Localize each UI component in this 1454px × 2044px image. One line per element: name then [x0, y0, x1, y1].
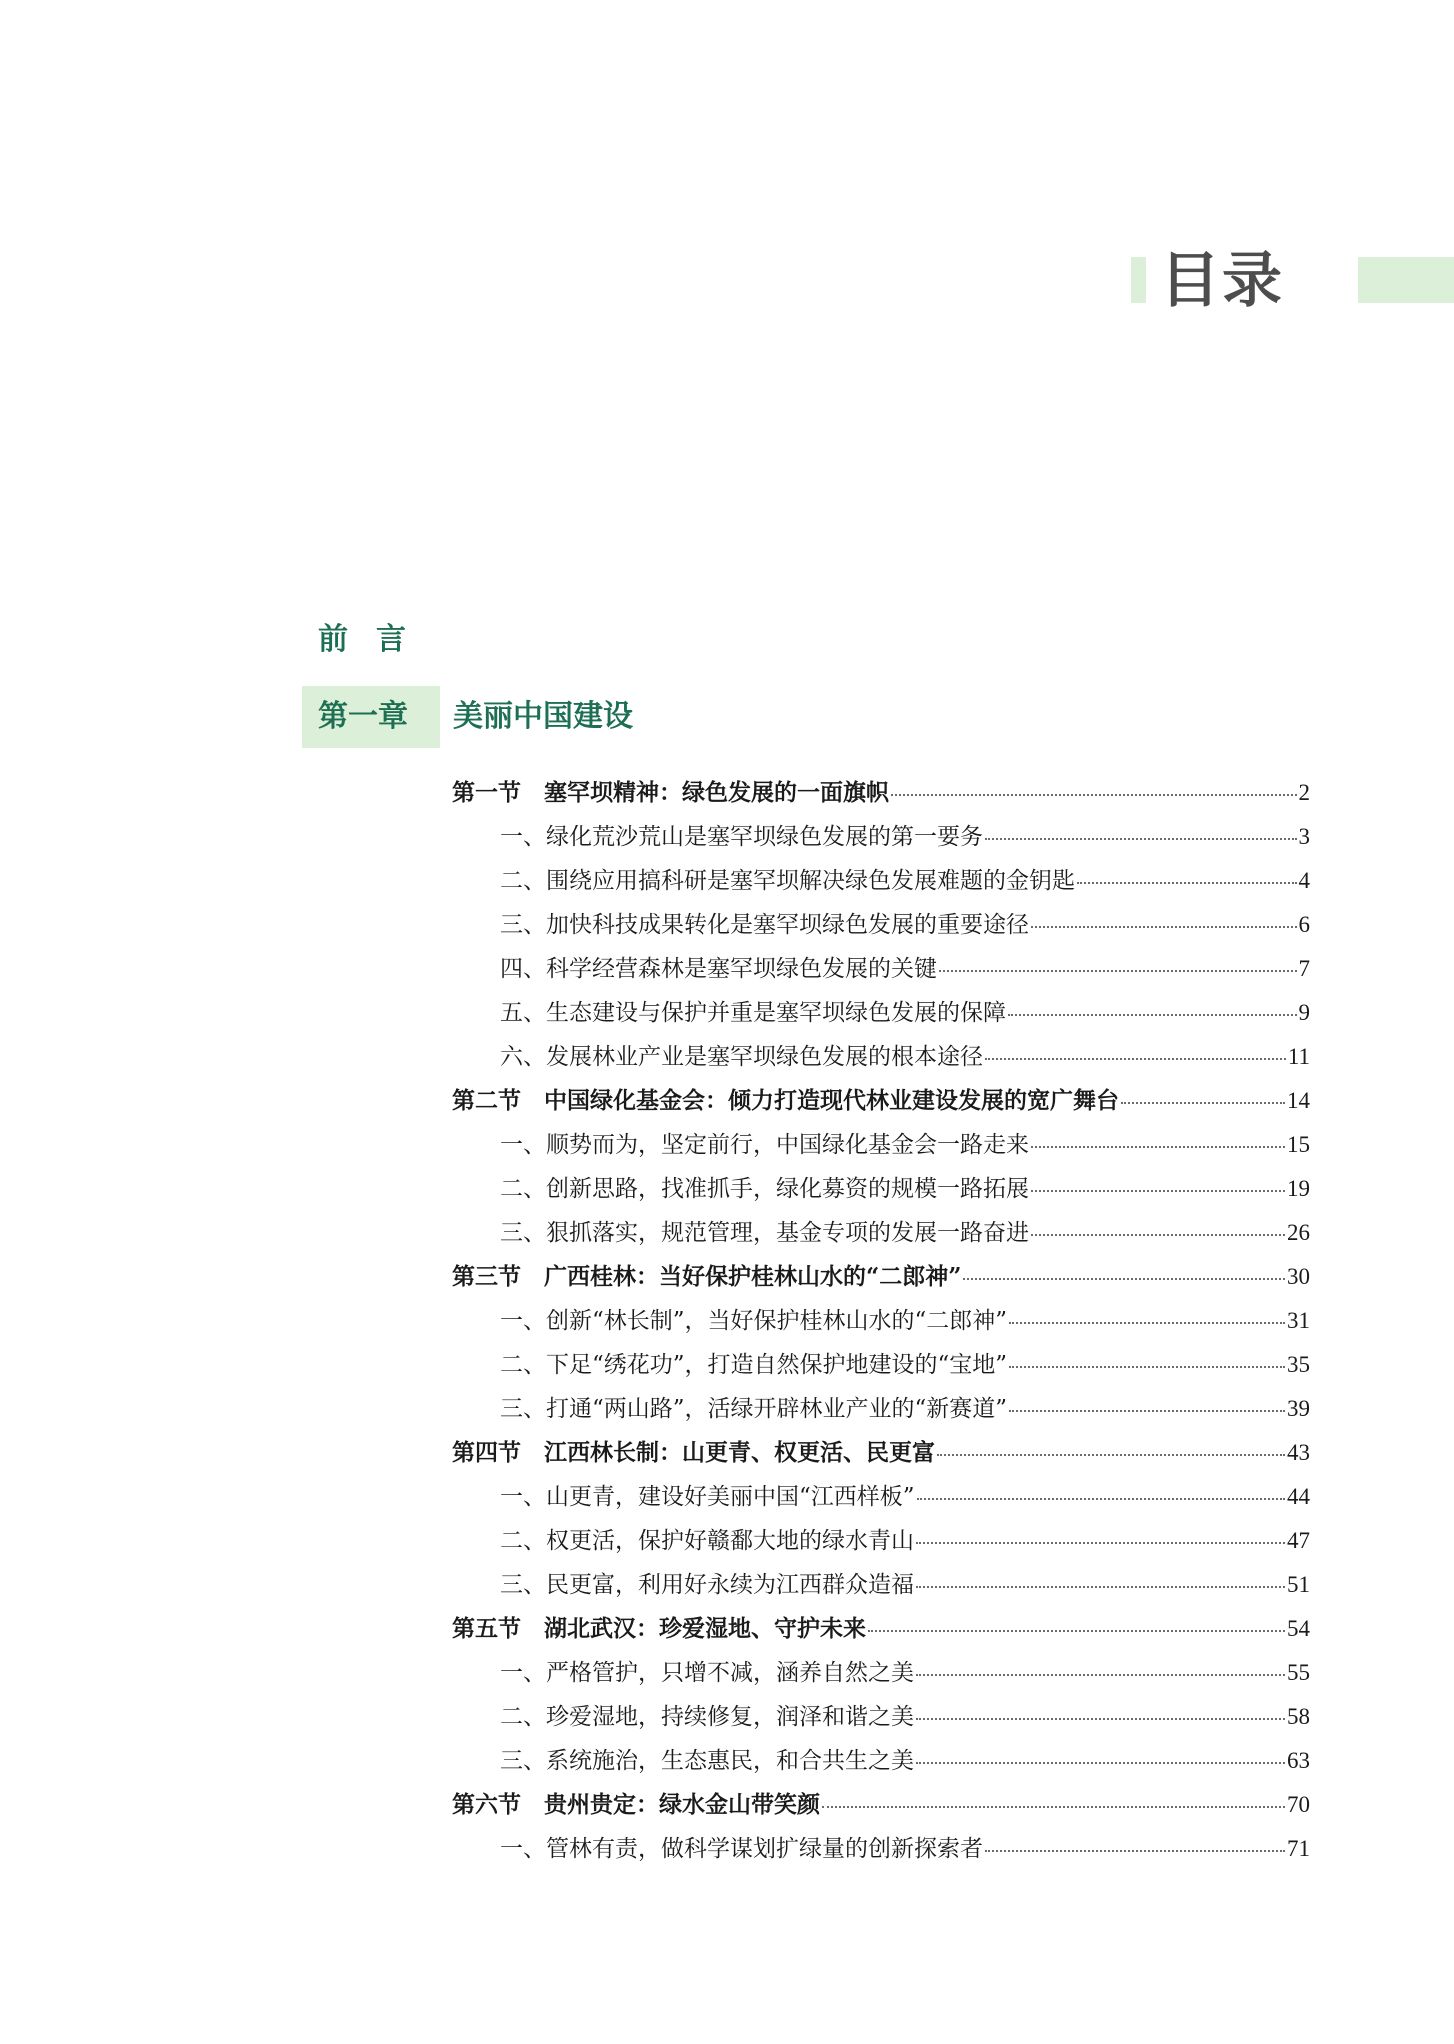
toc-entry-label: 一、顺势而为，坚定前行，中国绿化基金会一路走来 [500, 1132, 1029, 1158]
toc-entry-label: 二、创新思路，找准抓手，绿化募资的规模一路拓展 [500, 1176, 1029, 1202]
toc-page-number: 51 [1287, 1572, 1310, 1597]
toc-item-entry[interactable] [452, 1343, 1310, 1387]
toc-entry-label: 一、管林有责，做科学谋划扩绿量的创新探索者 [500, 1836, 983, 1862]
toc-page-number: 7 [1298, 956, 1310, 981]
toc-page-number: 11 [1287, 1044, 1310, 1069]
dotted-leader [891, 793, 1297, 796]
table-of-contents [452, 771, 1310, 1871]
toc-entry-label: 第四节 江西林长制：山更青、权更活、民更富 [452, 1439, 935, 1466]
toc-section-entry[interactable] [452, 1255, 1310, 1299]
toc-entry-label: 四、科学经营森林是塞罕坝绿色发展的关键 [500, 956, 937, 982]
dotted-leader [1009, 1321, 1285, 1324]
page-title: 目录 [1160, 246, 1284, 316]
toc-page-number: 54 [1287, 1616, 1310, 1641]
toc-page-number: 26 [1287, 1220, 1310, 1245]
toc-entry-label: 第二节 中国绿化基金会：倾力打造现代林业建设发展的宽广舞台 [452, 1087, 1119, 1114]
toc-entry-label: 二、珍爱湿地，持续修复，润泽和谐之美 [500, 1704, 914, 1730]
toc-entry-label: 二、权更活，保护好赣鄱大地的绿水青山 [500, 1528, 914, 1554]
dotted-leader [1009, 1365, 1285, 1368]
dotted-leader [1031, 1233, 1285, 1236]
toc-entry-label: 三、民更富，利用好永续为江西群众造福 [500, 1572, 914, 1598]
dotted-leader [1031, 925, 1297, 928]
dotted-leader [916, 1761, 1285, 1764]
dotted-leader [985, 1057, 1286, 1060]
toc-section-entry[interactable] [452, 1079, 1310, 1123]
toc-page-number: 71 [1287, 1836, 1310, 1861]
toc-section-entry[interactable] [452, 771, 1310, 815]
dotted-leader [1008, 1013, 1297, 1016]
toc-page-number: 55 [1287, 1660, 1310, 1685]
toc-page-number: 6 [1298, 912, 1310, 937]
toc-page-number: 3 [1298, 824, 1310, 849]
toc-item-entry[interactable] [452, 1475, 1310, 1519]
toc-item-entry[interactable] [452, 991, 1310, 1035]
toc-entry-label: 第六节 贵州贵定：绿水金山带笑颜 [452, 1791, 820, 1818]
toc-chapter-heading[interactable] [0, 686, 1454, 748]
toc-entry-label: 第五节 湖北武汉：珍爱湿地、守护未来 [452, 1615, 866, 1642]
toc-entry-label: 三、加快科技成果转化是塞罕坝绿色发展的重要途径 [500, 912, 1029, 938]
dotted-leader [985, 1849, 1285, 1852]
toc-entry-label: 五、生态建设与保护并重是塞罕坝绿色发展的保障 [500, 1000, 1006, 1026]
toc-entry-label: 第三节 广西桂林：当好保护桂林山水的“二郎神” [452, 1263, 962, 1290]
title-accent-bar-left [1131, 257, 1146, 303]
dotted-leader [916, 1541, 1285, 1544]
toc-section-entry[interactable] [452, 1783, 1310, 1827]
toc-item-entry[interactable] [452, 1299, 1310, 1343]
toc-page-number: 39 [1287, 1396, 1310, 1421]
toc-entry-label: 三、打通“两山路”，活绿开辟林业产业的“新赛道” [500, 1396, 1008, 1422]
toc-item-entry[interactable] [452, 1563, 1310, 1607]
toc-item-entry[interactable] [452, 815, 1310, 859]
toc-item-entry[interactable] [452, 1123, 1310, 1167]
toc-entry-label: 三、狠抓落实，规范管理，基金专项的发展一路奋进 [500, 1220, 1029, 1246]
toc-entry-label: 一、山更青，建设好美丽中国“江西样板” [500, 1484, 915, 1510]
toc-page-number: 15 [1287, 1132, 1310, 1157]
toc-section-entry[interactable] [452, 1607, 1310, 1651]
dotted-leader [916, 1585, 1285, 1588]
dotted-leader [963, 1277, 1285, 1280]
toc-page-number: 44 [1287, 1484, 1310, 1509]
dotted-leader [937, 1453, 1285, 1456]
toc-item-entry[interactable] [452, 1695, 1310, 1739]
dotted-leader [1031, 1189, 1285, 1192]
toc-entry-label: 一、创新“林长制”，当好保护桂林山水的“二郎神” [500, 1308, 1008, 1334]
dotted-leader [1077, 881, 1297, 884]
toc-page-number: 58 [1287, 1704, 1310, 1729]
dotted-leader [1121, 1101, 1285, 1104]
toc-item-entry[interactable] [452, 1211, 1310, 1255]
chapter-number: 第一章 [318, 699, 408, 734]
dotted-leader [1009, 1409, 1285, 1412]
toc-page-number: 30 [1287, 1264, 1310, 1289]
dotted-leader [822, 1805, 1285, 1808]
toc-item-entry[interactable] [452, 1519, 1310, 1563]
toc-item-entry[interactable] [452, 859, 1310, 903]
toc-item-entry[interactable] [452, 1739, 1310, 1783]
toc-preface-link[interactable]: 前言 [318, 622, 434, 657]
toc-section-entry[interactable] [452, 1431, 1310, 1475]
toc-entry-label: 二、围绕应用搞科研是塞罕坝解决绿色发展难题的金钥匙 [500, 868, 1075, 894]
chapter-title: 美丽中国建设 [453, 699, 633, 734]
toc-page-number: 19 [1287, 1176, 1310, 1201]
toc-entry-label: 第一节 塞罕坝精神：绿色发展的一面旗帜 [452, 779, 889, 806]
toc-page-number: 35 [1287, 1352, 1310, 1377]
dotted-leader [868, 1629, 1285, 1632]
toc-item-entry[interactable] [452, 1167, 1310, 1211]
toc-page-number: 14 [1287, 1088, 1310, 1113]
toc-entry-label: 一、严格管护，只增不减，涵养自然之美 [500, 1660, 914, 1686]
dotted-leader [917, 1497, 1285, 1500]
toc-page-number: 70 [1287, 1792, 1310, 1817]
dotted-leader [916, 1717, 1285, 1720]
toc-item-entry[interactable] [452, 1387, 1310, 1431]
dotted-leader [1031, 1145, 1285, 1148]
dotted-leader [939, 969, 1297, 972]
toc-page-number: 31 [1287, 1308, 1310, 1333]
toc-item-entry[interactable] [452, 1035, 1310, 1079]
title-accent-bar-right [1358, 257, 1454, 303]
toc-page-number: 63 [1287, 1748, 1310, 1773]
toc-entry-label: 二、下足“绣花功”，打造自然保护地建设的“宝地” [500, 1352, 1008, 1378]
toc-item-entry[interactable] [452, 1651, 1310, 1695]
toc-entry-label: 三、系统施治，生态惠民，和合共生之美 [500, 1748, 914, 1774]
toc-item-entry[interactable] [452, 947, 1310, 991]
toc-page-number: 4 [1298, 868, 1310, 893]
toc-item-entry[interactable] [452, 1827, 1310, 1871]
toc-entry-label: 一、绿化荒沙荒山是塞罕坝绿色发展的第一要务 [500, 824, 983, 850]
toc-page-number: 2 [1298, 780, 1310, 805]
dotted-leader [985, 837, 1297, 840]
toc-page-number: 43 [1287, 1440, 1310, 1465]
dotted-leader [916, 1673, 1285, 1676]
toc-item-entry[interactable] [452, 903, 1310, 947]
toc-entry-label: 六、发展林业产业是塞罕坝绿色发展的根本途径 [500, 1044, 983, 1070]
toc-page-number: 47 [1287, 1528, 1310, 1553]
toc-page-number: 9 [1298, 1000, 1310, 1025]
